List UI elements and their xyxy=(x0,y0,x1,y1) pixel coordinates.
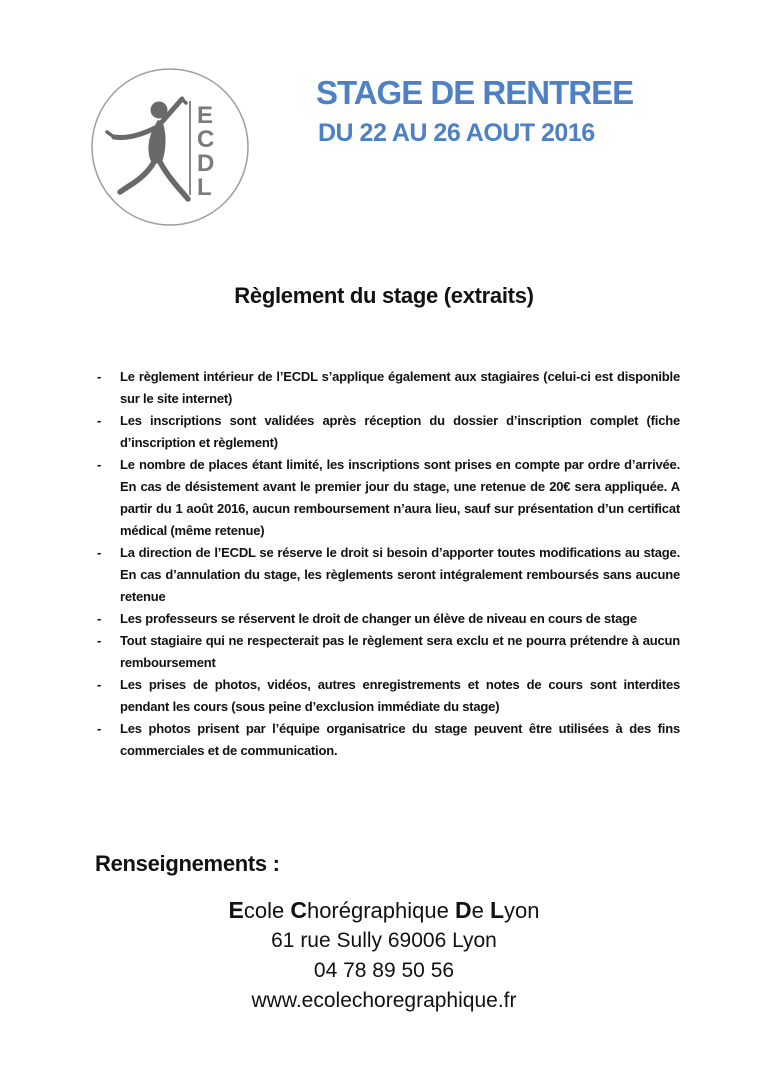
address-line: 61 rue Sully 69006 Lyon xyxy=(271,929,497,952)
header xyxy=(316,74,736,148)
school-logo xyxy=(89,66,251,228)
logo-letter: L xyxy=(197,174,212,201)
rule-item: - Les inscriptions sont validées après réception du dossier d’inscription complet (fiche d’inscription et règlement) xyxy=(95,410,680,454)
subtitle: DU 22 AU 26 AOUT 2016 xyxy=(318,119,595,147)
org-name-segment: e xyxy=(471,898,490,923)
rule-item: - Les photos prisent par l’équipe organisatrice du stage peuvent être utilisées à des fins commerciales et de communication. xyxy=(95,718,680,762)
rule-item: - Le règlement intérieur de l’ECDL s’applique également aux stagiaires (celui-ci est disponible sur le site internet) xyxy=(95,366,680,410)
org-name-segment: C xyxy=(290,897,307,923)
org-name-segment: E xyxy=(228,897,244,923)
logo-letter: E xyxy=(197,102,214,129)
org-name-segment: L xyxy=(489,897,505,923)
org-name xyxy=(0,895,768,926)
logo-letter: D xyxy=(197,150,215,177)
phone-number: 04 78 89 50 56 xyxy=(313,959,455,982)
section-heading: Règlement du stage (extraits) xyxy=(234,283,534,308)
rules-list xyxy=(95,366,680,762)
contact-block xyxy=(0,895,768,1016)
rule-item: - Les professeurs se réservent le droit de changer un élève de niveau en cours de stage xyxy=(95,608,680,630)
rule-item: - Les prises de photos, vidéos, autres enregistrements et notes de cours sont interdites pendant les cours (sous peine d’exclusion immédiate du stage) xyxy=(95,674,680,718)
rule-item: - La direction de l’ECDL se réserve le droit si besoin d’apporter toutes modifications au stage. En cas d’annulation du stage, les règlements seront intégralement remboursés sans aucune retenue xyxy=(95,542,680,608)
main-title: STAGE DE RENTREE xyxy=(316,74,634,111)
website-url: www.ecolechoregraphique.fr xyxy=(251,989,517,1012)
school-logo-graphic xyxy=(89,66,251,228)
rule-item: - Le nombre de places étant limité, les inscriptions sont prises en compte par ordre d’arrivée. En cas de désistement avant le premier jour du stage, une retenue de 20€ sera appliquée. A partir du 1 août 2016, aucun remboursement n’aura lieu, sauf sur présentation d’un certificat médical (même retenue) xyxy=(95,454,680,542)
logo-letter: C xyxy=(197,126,215,153)
info-label: Renseignements : xyxy=(95,851,280,876)
org-name-segment: cole xyxy=(243,898,291,923)
org-name-segment: yon xyxy=(504,898,540,923)
org-name-segment: D xyxy=(454,897,472,923)
rule-item: - Tout stagiaire qui ne respecterait pas le règlement sera exclu et ne pourra prétendre à aucun remboursement xyxy=(95,630,680,674)
logo-circle xyxy=(92,69,248,225)
org-name-segment: horégraphique xyxy=(306,898,455,923)
